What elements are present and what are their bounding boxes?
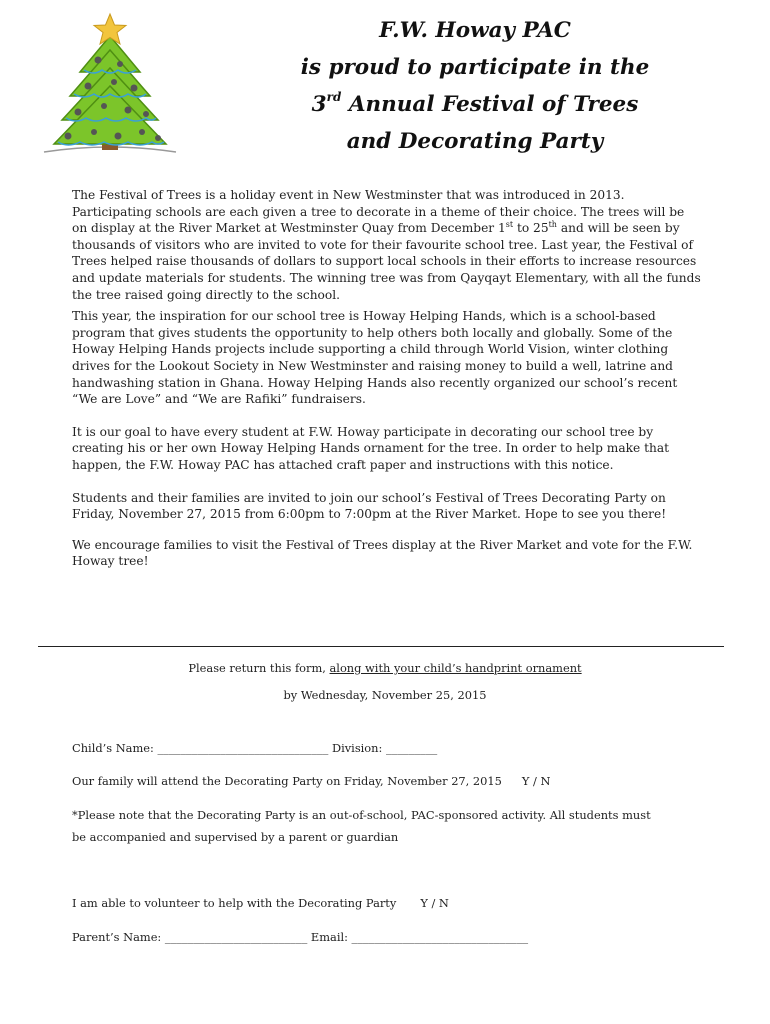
- email-field[interactable]: Email: _______________________________: [310, 930, 529, 944]
- title-line-3-number: 3: [311, 92, 327, 117]
- paragraph-encourage: We encourage families to visit the Festival of Trees display at the River Market and vote for the F.W. Howay tree!: [72, 537, 693, 569]
- childs-name-field[interactable]: Child’s Name: ______________________________: [72, 741, 332, 755]
- title-line-2: is proud to participate in the: [300, 55, 650, 80]
- paragraph-intro-part-b: to 25: [513, 221, 549, 236]
- paragraph-intro-part-a: The Festival of Trees is a holiday event in New Westminster that was introduced in 2013. Participating schools are each given a tree to decorate in a theme of their choice. The trees will be on display at the River Market at Westminster Quay from December 1: [72, 188, 685, 236]
- paragraph-goal: It is our goal to have every student at F.W. Howay participate in decorating our school tree by creating his or her own Howay Helping Hands ornament for the tree. In order to help make that happen, the F.W. Howay PAC has attached craft paper and instructions with this notice.: [72, 424, 669, 472]
- volunteer-label: I am able to volunteer to help with the Decorating Party: [72, 896, 397, 910]
- attend-yes-no-field[interactable]: Y / N: [521, 774, 551, 788]
- note-line-2: be accompanied and supervised by a parent or guardian: [72, 830, 399, 844]
- paragraph-intro-part-c: and will be seen by thousands of visitors who are invited to vote for their favourite school tree. Last year, the Festival of Trees helped raise thousands of dollars to support local schools in their efforts to increase resources and update materials for students. The winning tree was from Qayqayt Elementary, with all the funds the tree raised going directly to the school.: [72, 221, 701, 302]
- section-divider: [38, 646, 724, 647]
- document-title: [260, 12, 690, 160]
- superscript-th: th: [548, 220, 557, 230]
- volunteer-yes-no-field[interactable]: Y / N: [420, 896, 449, 910]
- paragraph-intro: [72, 187, 702, 303]
- return-deadline: by Wednesday, November 25, 2015: [283, 688, 487, 702]
- parent-name-field[interactable]: Parent’s Name: _________________________: [72, 930, 311, 944]
- attend-row: [72, 774, 551, 788]
- title-line-3: [260, 86, 690, 123]
- paragraph-helping-hands: This year, the inspiration for our school tree is Howay Helping Hands, which is a school-based program that gives students the opportunity to help others both locally and globally. Some of the Howay Helping Hands projects include supporting a child through World Vision, winter clothing drives for the Lookout Society in New Westminster and raising money to build a well, latrine and handwashing station in Ghana. Howay Helping Hands also recently organized our school’s recent “We are Love” and “We are Rafiki” fundraisers.: [72, 309, 678, 407]
- title-line-3-text: Annual Festival of Trees: [341, 92, 639, 117]
- parent-row: [72, 930, 528, 944]
- return-instruction-text: Please return this form,: [188, 661, 330, 675]
- note-line-1: *Please note that the Decorating Party is an out-of-school, PAC-sponsored activity. All students must: [72, 808, 651, 822]
- letter-body: [72, 187, 702, 570]
- childs-name-row: [72, 741, 437, 755]
- division-field[interactable]: Division: _________: [331, 741, 438, 755]
- volunteer-row: [72, 896, 449, 910]
- title-line-3-superscript: rd: [326, 89, 342, 104]
- title-line-4: and Decorating Party: [346, 129, 604, 154]
- superscript-st: st: [505, 220, 514, 230]
- title-line-1: F.W. Howay PAC: [379, 18, 571, 43]
- paragraph-invitation: Students and their families are invited to join our school’s Festival of Trees Decorating Party on Friday, November 27, 2015 from 6:00pm to 7:00pm at the River Market. Hope to see you there!: [72, 490, 667, 522]
- return-instruction: [0, 661, 770, 675]
- attend-label: Our family will attend the Decorating Party on Friday, November 27, 2015: [72, 774, 502, 788]
- christmas-tree-icon: [40, 10, 180, 160]
- return-instruction-underlined: along with your child’s handprint ornament: [329, 661, 582, 675]
